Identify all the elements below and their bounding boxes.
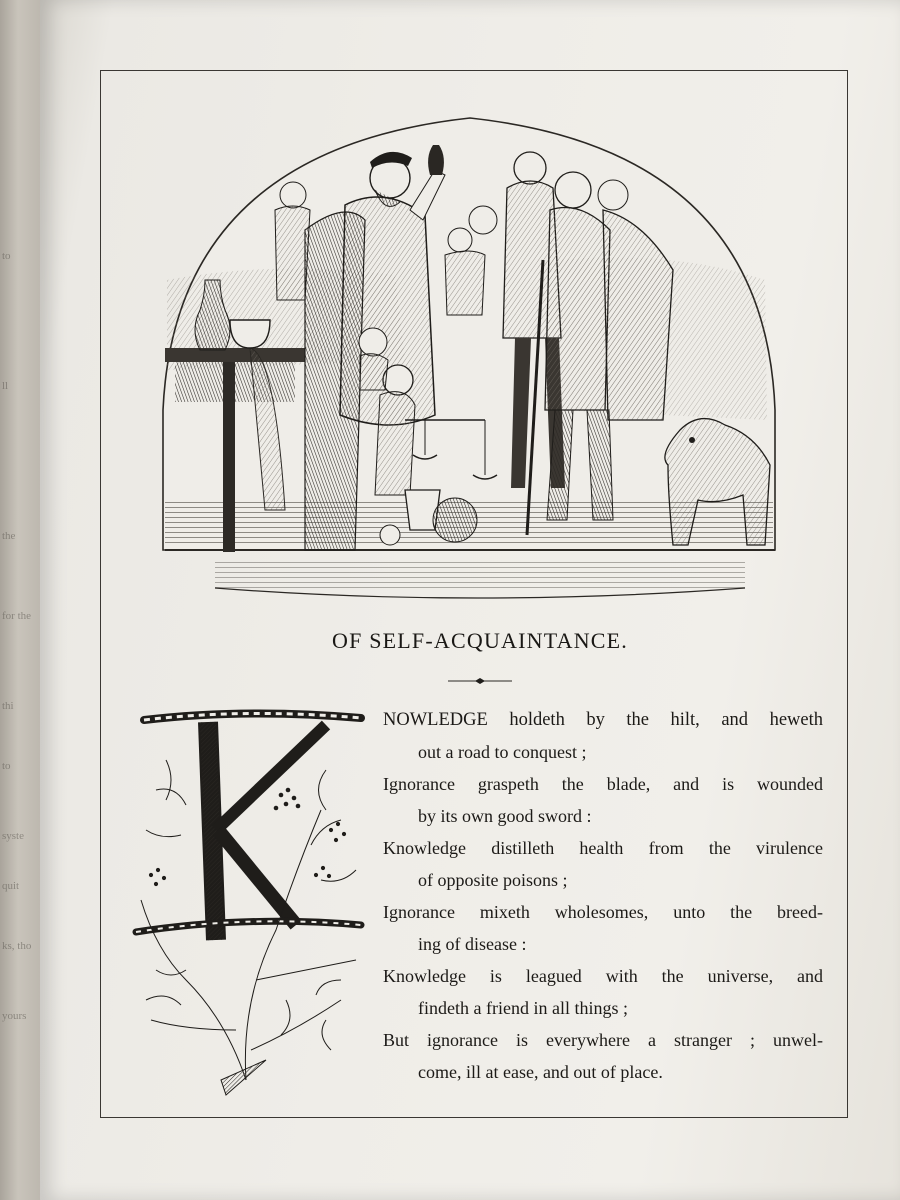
left-page-fragment: yours xyxy=(2,1010,27,1022)
left-page-fragment: syste xyxy=(2,830,24,842)
left-page-edge xyxy=(0,0,40,1200)
left-page-fragment: for the xyxy=(2,610,32,622)
poem-line: come, ill at ease, and out of place. xyxy=(418,1062,663,1082)
engraved-illustration xyxy=(155,110,785,600)
left-page-fragment: thi xyxy=(2,700,14,712)
left-page-fragment: ll xyxy=(2,380,9,392)
poem-line: Knowledge is leagued with the universe, and xyxy=(383,966,823,986)
poem-line: Ignorance mixeth wholesomes, unto the breed- xyxy=(383,902,823,922)
poem-line: ing of disease : xyxy=(418,934,527,954)
poem-line: Knowledge distilleth health from the virulence xyxy=(383,838,823,858)
left-page-fragment: quit xyxy=(2,880,20,892)
poem-line: NOWLEDGE holdeth by the hilt, and heweth xyxy=(383,710,823,730)
left-page-fragment: to xyxy=(2,250,11,262)
drop-cap-letter-k xyxy=(126,700,376,1100)
poem-line: Ignorance graspeth the blade, and is wounded xyxy=(383,774,823,794)
ground-base xyxy=(215,560,745,588)
left-page-fragment: ks, tho xyxy=(2,940,32,952)
illustration-base-line xyxy=(215,588,745,598)
child-in-background xyxy=(359,328,388,390)
poem-line: findeth a friend in all things ; xyxy=(418,998,628,1018)
left-page-fragment: to xyxy=(2,760,11,772)
poem-line: by its own good sword : xyxy=(418,806,592,826)
poem-line: out a road to conquest ; xyxy=(418,742,587,762)
page-title: OF SELF-ACQUAINTANCE. xyxy=(332,628,628,653)
poem-line: But ignorance is everywhere a stranger ; unwel- xyxy=(383,1030,823,1050)
left-page-fragment: the xyxy=(2,530,16,542)
title-ornament-divider xyxy=(448,676,512,686)
poem-text xyxy=(383,704,823,1088)
poem-line: of opposite poisons ; xyxy=(418,870,568,890)
